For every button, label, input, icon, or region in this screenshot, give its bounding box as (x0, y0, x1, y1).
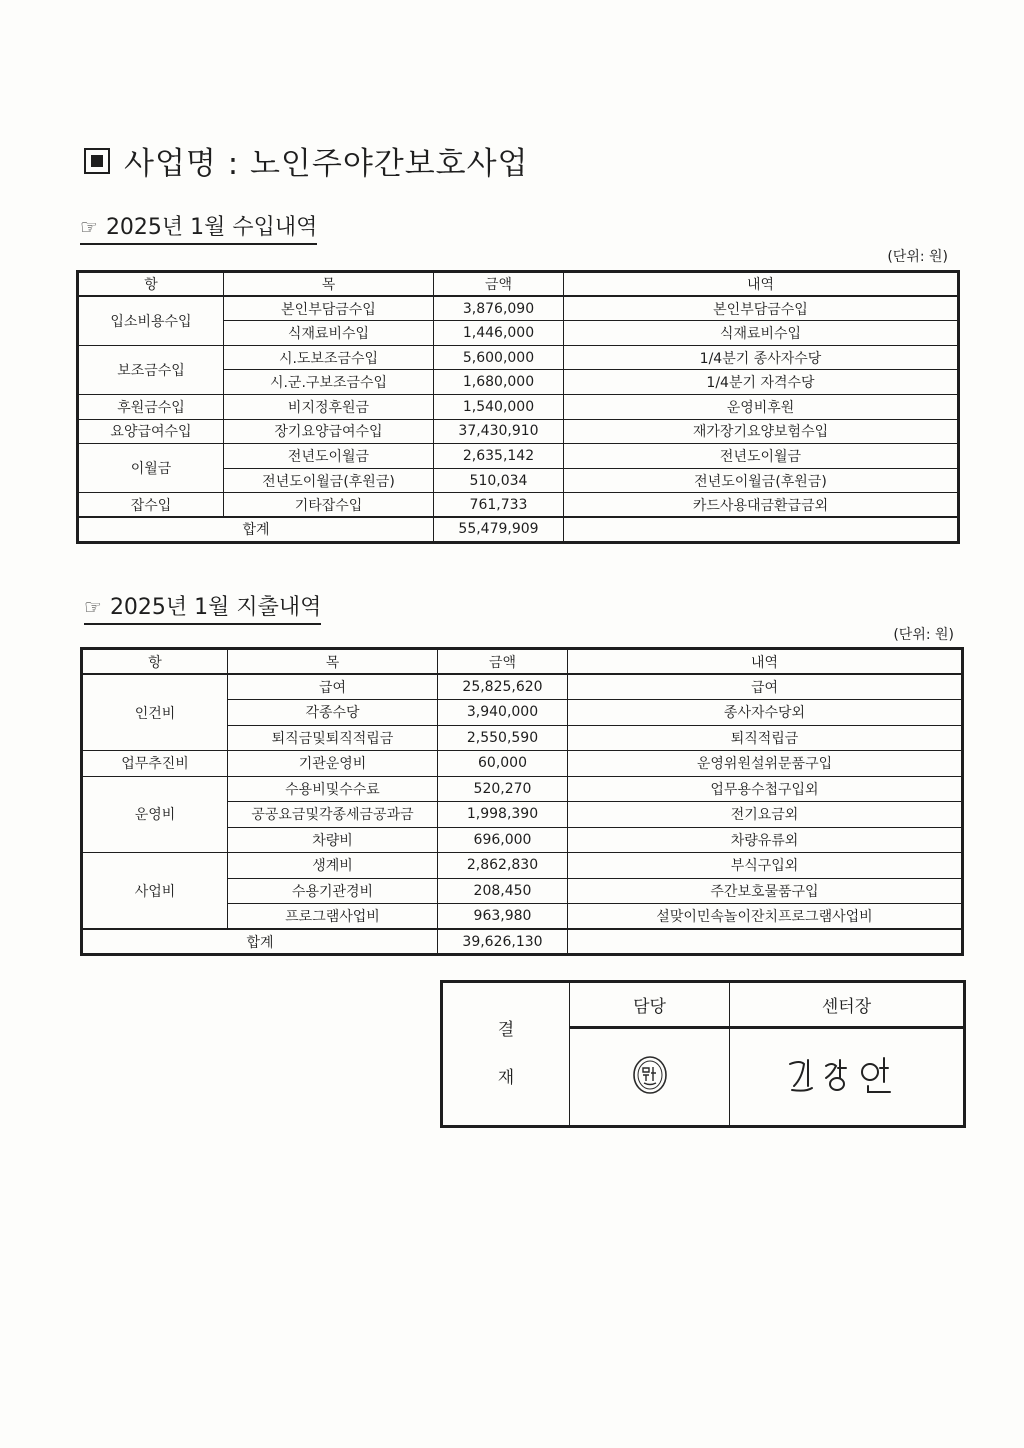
detail-cell: 재가장기요양보험수입 (564, 419, 959, 444)
detail-cell: 카드사용대금환급금외 (564, 493, 959, 518)
detail-cell: 퇴직적립금 (568, 725, 963, 751)
amount-cell: 963,980 (438, 904, 568, 930)
detail-cell: 전기요금외 (568, 802, 963, 828)
mok-cell: 기타잡수입 (224, 493, 434, 518)
column-header: 내역 (568, 649, 963, 675)
table-row (78, 345, 959, 370)
filled-square-icon (84, 148, 110, 174)
pointing-hand-icon: ☞ (80, 215, 98, 239)
detail-cell: 종사자수당외 (568, 700, 963, 726)
hang-cell: 요양급여수입 (78, 419, 224, 444)
mok-cell: 시.군.구보조금수입 (224, 370, 434, 395)
detail-cell: 부식구입외 (568, 853, 963, 879)
table-row (82, 751, 963, 777)
mok-cell: 공공요금및각종세금공과금 (228, 802, 438, 828)
amount-cell: 1,998,390 (438, 802, 568, 828)
seal-stamp-icon (630, 1053, 670, 1097)
pointing-hand-icon: ☞ (84, 595, 102, 619)
approval-label-bottom: 재 (497, 1068, 515, 1088)
header-row (78, 272, 959, 297)
table-row (78, 394, 959, 419)
mok-cell: 기관운영비 (228, 751, 438, 777)
table-row (82, 674, 963, 700)
mok-cell: 수용기관경비 (228, 878, 438, 904)
detail-cell: 1/4분기 종사자수당 (564, 345, 959, 370)
handwritten-signature-icon (782, 1050, 912, 1100)
total-amount: 39,626,130 (438, 929, 568, 955)
column-header: 금액 (434, 272, 564, 297)
amount-cell: 3,876,090 (434, 296, 564, 321)
mok-cell: 생계비 (228, 853, 438, 879)
total-detail-empty (568, 929, 963, 955)
amount-cell: 1,446,000 (434, 321, 564, 346)
column-header: 항 (78, 272, 224, 297)
amount-cell: 2,635,142 (434, 444, 564, 469)
hang-cell: 운영비 (82, 776, 228, 853)
amount-cell: 510,034 (434, 468, 564, 493)
document-title (80, 138, 529, 183)
income-table (76, 270, 960, 544)
detail-cell: 차량유류외 (568, 827, 963, 853)
amount-cell: 1,540,000 (434, 394, 564, 419)
expense-title-text: 2025년 1월 지출내역 (109, 595, 322, 620)
header-row (82, 649, 963, 675)
staff-stamp-cell (570, 1028, 730, 1127)
total-row (82, 929, 963, 955)
hang-cell: 사업비 (82, 853, 228, 930)
amount-cell: 5,600,000 (434, 345, 564, 370)
detail-cell: 주간보호물품구입 (568, 878, 963, 904)
expense-table (80, 647, 964, 956)
document-title-text: 사업명 : 노인주야간보호사업 (124, 146, 529, 182)
expense-unit-label: (단위: 원) (893, 627, 954, 643)
table-row (78, 296, 959, 321)
mok-cell: 시.도보조금수입 (224, 345, 434, 370)
total-amount: 55,479,909 (434, 517, 564, 542)
mok-cell: 전년도이월금(후원금) (224, 468, 434, 493)
column-header: 목 (224, 272, 434, 297)
mok-cell: 식재료비수입 (224, 321, 434, 346)
mok-cell: 급여 (228, 674, 438, 700)
mok-cell: 각종수당 (228, 700, 438, 726)
hang-cell: 인건비 (82, 674, 228, 751)
column-header: 목 (228, 649, 438, 675)
mok-cell: 비지정후원금 (224, 394, 434, 419)
hang-cell: 후원금수입 (78, 394, 224, 419)
amount-cell: 37,430,910 (434, 419, 564, 444)
column-header: 금액 (438, 649, 568, 675)
table-row (82, 853, 963, 879)
mok-cell: 퇴직금및퇴직적립금 (228, 725, 438, 751)
approval-label (442, 982, 570, 1127)
hang-cell: 보조금수입 (78, 345, 224, 394)
column-header: 항 (82, 649, 228, 675)
approval-table (440, 980, 966, 1128)
mok-cell: 차량비 (228, 827, 438, 853)
total-row (78, 517, 959, 542)
amount-cell: 60,000 (438, 751, 568, 777)
director-signature-cell (730, 1028, 965, 1127)
approval-col-staff: 담당 (570, 982, 730, 1028)
hang-cell: 입소비용수입 (78, 296, 224, 345)
mok-cell: 프로그램사업비 (228, 904, 438, 930)
detail-cell: 운영위원설위문품구입 (568, 751, 963, 777)
table-row (78, 419, 959, 444)
detail-cell: 1/4분기 자격수당 (564, 370, 959, 395)
total-label: 합계 (78, 517, 434, 542)
amount-cell: 761,733 (434, 493, 564, 518)
table-row (82, 776, 963, 802)
amount-cell: 2,550,590 (438, 725, 568, 751)
total-detail-empty (564, 517, 959, 542)
column-header: 내역 (564, 272, 959, 297)
amount-cell: 3,940,000 (438, 700, 568, 726)
total-label: 합계 (82, 929, 438, 955)
detail-cell: 설맞이민속놀이잔치프로그램사업비 (568, 904, 963, 930)
amount-cell: 1,680,000 (434, 370, 564, 395)
mok-cell: 수용비및수수료 (228, 776, 438, 802)
hang-cell: 업무추진비 (82, 751, 228, 777)
amount-cell: 25,825,620 (438, 674, 568, 700)
mok-cell: 전년도이월금 (224, 444, 434, 469)
table-row (78, 493, 959, 518)
detail-cell: 전년도이월금(후원금) (564, 468, 959, 493)
amount-cell: 520,270 (438, 776, 568, 802)
hang-cell: 이월금 (78, 444, 224, 493)
detail-cell: 본인부담금수입 (564, 296, 959, 321)
detail-cell: 업무용수첩구입외 (568, 776, 963, 802)
detail-cell: 전년도이월금 (564, 444, 959, 469)
detail-cell: 급여 (568, 674, 963, 700)
income-section-title (80, 210, 317, 245)
mok-cell: 장기요양급여수입 (224, 419, 434, 444)
amount-cell: 2,862,830 (438, 853, 568, 879)
approval-label-top: 결 (497, 1020, 515, 1040)
amount-cell: 696,000 (438, 827, 568, 853)
detail-cell: 식재료비수입 (564, 321, 959, 346)
hang-cell: 잡수입 (78, 493, 224, 518)
income-title-text: 2025년 1월 수입내역 (105, 215, 318, 240)
table-row (78, 444, 959, 469)
mok-cell: 본인부담금수입 (224, 296, 434, 321)
expense-section-title (84, 590, 321, 625)
approval-col-director: 센터장 (730, 982, 965, 1028)
income-unit-label: (단위: 원) (887, 249, 948, 265)
detail-cell: 운영비후원 (564, 394, 959, 419)
amount-cell: 208,450 (438, 878, 568, 904)
